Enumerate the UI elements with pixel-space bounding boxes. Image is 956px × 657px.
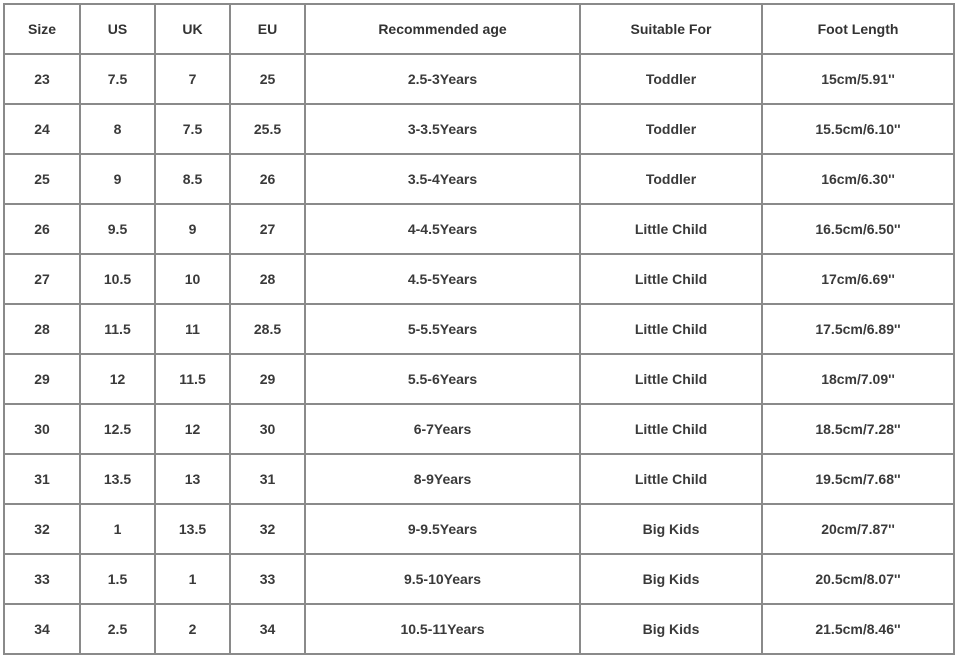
cell-suitable-for: Toddler [580, 154, 762, 204]
cell-eu: 26 [230, 154, 305, 204]
cell-suitable-for: Little Child [580, 354, 762, 404]
cell-recommended-age: 2.5-3Years [305, 54, 580, 104]
cell-suitable-for: Toddler [580, 54, 762, 104]
cell-foot-length: 18.5cm/7.28'' [762, 404, 954, 454]
table-row [4, 554, 954, 604]
cell-recommended-age: 8-9Years [305, 454, 580, 504]
cell-size: 23 [4, 54, 80, 104]
table-row [4, 404, 954, 454]
cell-size: 31 [4, 454, 80, 504]
cell-suitable-for: Toddler [580, 104, 762, 154]
table-row [4, 204, 954, 254]
cell-uk: 9 [155, 204, 230, 254]
cell-recommended-age: 4-4.5Years [305, 204, 580, 254]
cell-foot-length: 18cm/7.09'' [762, 354, 954, 404]
cell-foot-length: 20cm/7.87'' [762, 504, 954, 554]
table-row [4, 104, 954, 154]
cell-size: 32 [4, 504, 80, 554]
header-recommended-age: Recommended age [305, 4, 580, 54]
table-row [4, 254, 954, 304]
cell-uk: 13 [155, 454, 230, 504]
cell-suitable-for: Little Child [580, 454, 762, 504]
cell-suitable-for: Big Kids [580, 504, 762, 554]
header-eu: EU [230, 4, 305, 54]
cell-uk: 2 [155, 604, 230, 654]
cell-foot-length: 17cm/6.69'' [762, 254, 954, 304]
cell-us: 1 [80, 504, 155, 554]
cell-recommended-age: 9-9.5Years [305, 504, 580, 554]
cell-recommended-age: 6-7Years [305, 404, 580, 454]
cell-uk: 11.5 [155, 354, 230, 404]
cell-eu: 34 [230, 604, 305, 654]
cell-size: 34 [4, 604, 80, 654]
cell-suitable-for: Big Kids [580, 604, 762, 654]
cell-uk: 8.5 [155, 154, 230, 204]
table-row [4, 604, 954, 654]
cell-uk: 13.5 [155, 504, 230, 554]
size-chart-table [3, 3, 955, 655]
cell-foot-length: 16cm/6.30'' [762, 154, 954, 204]
cell-eu: 28 [230, 254, 305, 304]
table-row [4, 154, 954, 204]
cell-eu: 32 [230, 504, 305, 554]
cell-uk: 7 [155, 54, 230, 104]
cell-foot-length: 15.5cm/6.10'' [762, 104, 954, 154]
cell-recommended-age: 5.5-6Years [305, 354, 580, 404]
table-row [4, 304, 954, 354]
cell-uk: 11 [155, 304, 230, 354]
cell-recommended-age: 10.5-11Years [305, 604, 580, 654]
cell-recommended-age: 4.5-5Years [305, 254, 580, 304]
cell-uk: 1 [155, 554, 230, 604]
cell-us: 1.5 [80, 554, 155, 604]
table-row [4, 504, 954, 554]
cell-foot-length: 16.5cm/6.50'' [762, 204, 954, 254]
cell-suitable-for: Little Child [580, 204, 762, 254]
cell-us: 12 [80, 354, 155, 404]
cell-uk: 7.5 [155, 104, 230, 154]
cell-foot-length: 15cm/5.91'' [762, 54, 954, 104]
header-foot-length: Foot Length [762, 4, 954, 54]
table-row [4, 354, 954, 404]
cell-eu: 28.5 [230, 304, 305, 354]
table-body [4, 54, 954, 654]
cell-suitable-for: Little Child [580, 254, 762, 304]
cell-foot-length: 17.5cm/6.89'' [762, 304, 954, 354]
cell-suitable-for: Big Kids [580, 554, 762, 604]
cell-recommended-age: 9.5-10Years [305, 554, 580, 604]
header-us: US [80, 4, 155, 54]
cell-us: 9.5 [80, 204, 155, 254]
cell-foot-length: 20.5cm/8.07'' [762, 554, 954, 604]
cell-recommended-age: 5-5.5Years [305, 304, 580, 354]
table-header-row [4, 4, 954, 54]
cell-eu: 25 [230, 54, 305, 104]
cell-foot-length: 19.5cm/7.68'' [762, 454, 954, 504]
cell-eu: 25.5 [230, 104, 305, 154]
cell-size: 25 [4, 154, 80, 204]
cell-eu: 33 [230, 554, 305, 604]
cell-us: 9 [80, 154, 155, 204]
cell-size: 30 [4, 404, 80, 454]
table-row [4, 454, 954, 504]
cell-suitable-for: Little Child [580, 304, 762, 354]
cell-size: 26 [4, 204, 80, 254]
cell-size: 24 [4, 104, 80, 154]
cell-us: 8 [80, 104, 155, 154]
cell-us: 12.5 [80, 404, 155, 454]
cell-us: 2.5 [80, 604, 155, 654]
cell-uk: 12 [155, 404, 230, 454]
cell-eu: 31 [230, 454, 305, 504]
cell-recommended-age: 3.5-4Years [305, 154, 580, 204]
table-row [4, 54, 954, 104]
cell-us: 10.5 [80, 254, 155, 304]
cell-us: 7.5 [80, 54, 155, 104]
cell-foot-length: 21.5cm/8.46'' [762, 604, 954, 654]
cell-us: 13.5 [80, 454, 155, 504]
header-size: Size [4, 4, 80, 54]
cell-eu: 30 [230, 404, 305, 454]
header-suitable-for: Suitable For [580, 4, 762, 54]
header-uk: UK [155, 4, 230, 54]
cell-eu: 27 [230, 204, 305, 254]
cell-us: 11.5 [80, 304, 155, 354]
cell-eu: 29 [230, 354, 305, 404]
cell-suitable-for: Little Child [580, 404, 762, 454]
cell-size: 28 [4, 304, 80, 354]
cell-size: 27 [4, 254, 80, 304]
cell-size: 29 [4, 354, 80, 404]
cell-uk: 10 [155, 254, 230, 304]
cell-size: 33 [4, 554, 80, 604]
cell-recommended-age: 3-3.5Years [305, 104, 580, 154]
